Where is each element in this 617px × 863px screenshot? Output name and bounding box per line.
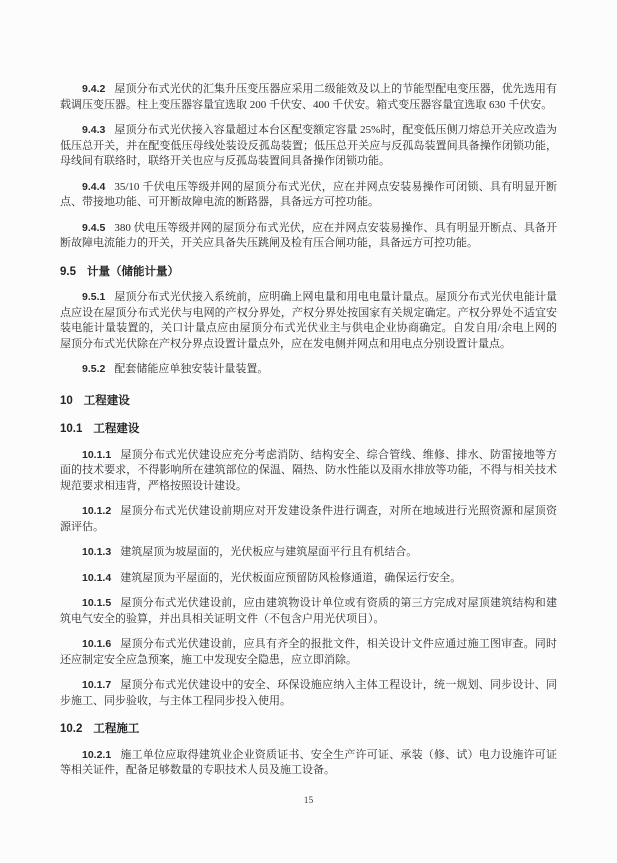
clause-text: 380 伏电压等级并网的屋顶分布式光伏，应在并网点安装易操作、具有明显开断点、具备开断故障电流能力的开关，开关应具备失压跳闸及检有压合闸功能，具备远方可控功能。 (60, 221, 557, 249)
clause-text: 屋顶分布式光伏建设应充分考虑消防、结构安全、综合管线、维修、排水、防雷接地等方面的技术要求，不得影响所在建筑部位的保温、隔热、防水性能以及雨水排放等功能，不得与相关技术规范要求相违背，严格按照设计建设。 (60, 448, 557, 492)
clause-9-4-3 (60, 123, 557, 170)
clause-number: 10.1.3 (82, 546, 112, 558)
clause-text: 35/10 千伏电压等级并网的屋顶分布式光伏，应在并网点安装易操作可闭锁、具有明显开断点、带接地功能、可开断故障电流的断路器，具备远方可控功能。 (60, 180, 557, 208)
clause-text: 屋顶分布式光伏建设前期应对开发建设条件进行调查，对所在地域进行光照资源和屋顶资源评估。 (60, 505, 557, 533)
clause-number: 10.2.1 (82, 748, 112, 761)
clause-number: 10.1.1 (82, 448, 112, 461)
clause-10-1-3 (60, 545, 557, 561)
heading-number: 10 (60, 394, 73, 407)
clause-9-5-1 (60, 290, 557, 352)
heading-title: 工程建设 (93, 423, 140, 435)
clause-number: 10.1.4 (82, 571, 112, 584)
page-number: 15 (303, 796, 314, 806)
clause-number: 9.4.4 (82, 180, 106, 193)
clause-10-1-1 (60, 448, 557, 495)
clause-text: 建筑屋顶为平屋面的，光伏板面应预留防风检修通道，确保运行安全。 (120, 571, 462, 584)
heading-number: 10.1 (60, 423, 83, 435)
clause-10-1-7 (60, 678, 557, 709)
clause-9-4-5 (60, 221, 557, 252)
document-body (60, 82, 557, 779)
clause-10-1-5 (60, 596, 557, 627)
clause-text: 配套储能应单独安装计量装置。 (114, 363, 269, 375)
clause-number: 9.5.1 (82, 291, 106, 303)
clause-text: 屋顶分布式光伏接入系统前，应明确上网电量和用电电量计量点。屋顶分布式光伏电能计量点应设在屋顶分布式光伏与电网的产权分界处，产权分界处按国家有关规定确定。产权分界处不适宜安装电能计量装置的，关口计量点应由屋顶分布式光伏业主与供电企业协商确定。自发自用/余电上网的屋顶分布式光伏除在产权分界点设置计量点外，应在发电侧并网点和用电点分别设置计量点。 (60, 291, 557, 350)
clause-number: 10.1.6 (82, 638, 112, 650)
clause-text: 施工单位应取得建筑业企业资质证书、安全生产许可证、承装（修、试）电力设施许可证等相关证件，配备足够数量的专职技术人员及施工设备。 (60, 748, 557, 776)
heading-title: 工程施工 (93, 723, 140, 735)
heading-number: 10.2 (60, 723, 83, 735)
heading-10-2 (60, 722, 557, 738)
clause-text: 屋顶分布式光伏的汇集升压变压器应采用二级能效及以上的节能型配电变压器，优先选用有载调压变压器。柱上变压器容量宜选取 200 千伏安、400 千伏安。箱式变压器容量宜选取 630 千伏安。 (60, 83, 557, 111)
clause-number: 10.1.2 (82, 505, 112, 517)
clause-text: 屋顶分布式光伏接入容量超过本台区配变额定容量 25%时，配变低压侧刀熔总开关应改造为低压总开关，并在配变低压母线处装设反孤岛装置；低压总开关应与反孤岛装置间具备操作闭锁功能，母线间有联络时，联络开关也应与反孤岛装置间具备操作闭锁功能。 (60, 124, 557, 167)
clause-9-4-2 (60, 82, 557, 113)
clause-number: 9.4.3 (82, 124, 106, 136)
clause-9-4-4 (60, 180, 557, 211)
clause-10-1-2 (60, 504, 557, 535)
heading-10-1 (60, 422, 557, 438)
clause-text: 建筑屋顶为坡屋面的，光伏板应与建筑屋面平行且有机结合。 (120, 546, 418, 558)
heading-10 (60, 394, 557, 410)
clause-10-1-6 (60, 637, 557, 668)
clause-10-1-4 (60, 571, 557, 587)
heading-title: 计量（储能计量） (87, 265, 179, 278)
clause-number: 9.5.2 (82, 363, 106, 375)
heading-9-5 (60, 265, 557, 281)
heading-title: 工程建设 (83, 394, 130, 407)
clause-text: 屋顶分布式光伏建设前，应具有齐全的报批文件，相关设计文件应通过施工图审查。同时还应制定安全应急预案，施工中发现安全隐患，应立即消除。 (60, 638, 557, 666)
clause-9-5-2 (60, 362, 557, 378)
clause-10-2-1 (60, 748, 557, 779)
clause-text: 屋顶分布式光伏建设前，应由建筑物设计单位或有资质的第三方完成对屋顶建筑结构和建筑电气安全的验算，并出具相关证明文件（不包含户用光伏项目）。 (60, 597, 557, 625)
clause-number: 10.1.5 (82, 597, 112, 609)
clause-number: 9.4.5 (82, 221, 106, 234)
clause-text: 屋顶分布式光伏建设中的安全、环保设施应纳入主体工程设计，统一规划、同步设计、同步施工、同步验收，与主体工程同步投入使用。 (60, 679, 557, 707)
heading-number: 9.5 (60, 265, 76, 278)
clause-number: 9.4.2 (82, 83, 106, 95)
clause-number: 10.1.7 (82, 679, 112, 691)
